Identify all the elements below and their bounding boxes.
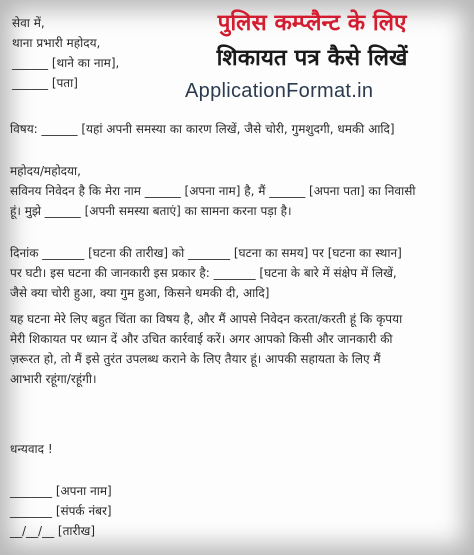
recipient-address [12,13,119,93]
title-line-2: शिकायत पत्र कैसे लिखें [216,45,408,71]
title-line-1: पुलिस कम्प्लैन्ट के लिए [217,10,407,36]
signature-date: __/__/__ [तारीख] [10,524,96,538]
paragraph-line: सविनय निवेदन है कि मेरा नाम ______ [अपना नाम] है, मैं ______ [अपना पता] का निवासी [10,184,416,198]
address-line: सेवा में, [12,16,45,30]
paragraph-line: यह घटना मेरे लिए बहुत चिंता का विषय है, और मैं आपसे निवेदन करता/करती हूं कि कृपया [10,312,403,326]
letter-body-intro [10,161,465,221]
request-paragraph [10,309,465,389]
address-line: ______ [थाने का नाम], [12,56,120,70]
address-line: ______ [पता] [12,76,78,90]
website-watermark: ApplicationFormat.in [185,80,374,102]
signature-contact: _______ [संपर्क नंबर] [10,504,112,518]
incident-paragraph [10,243,465,303]
paragraph-line: मेरी शिकायत पर ध्यान दें और उचित कार्रवाई करें। अगर आपको किसी और जानकारी की [10,332,393,346]
closing: धन्यवाद ! [10,442,53,456]
paragraph-line: ज़रूरत हो, तो मैं इसे तुरंत उपलब्ध कराने के लिए तैयार हूं। आपकी सहायता के लिए मैं [10,352,381,366]
subject-line: विषय: ______ [यहां अपनी समस्या का कारण लिखें, जैसे चोरी, गुमशुदगी, धमकी आदि] [10,122,395,136]
paragraph-line: आभारी रहूंगा/रहूंगी। [10,372,97,386]
signature-block [10,481,465,541]
signature-name: _______ [अपना नाम] [10,484,112,498]
salutation: महोदय/महोदया, [10,164,81,178]
address-line: थाना प्रभारी महोदय, [12,36,101,50]
paragraph-line: दिनांक _______ [घटना की तारीख] को _______ [घटना का समय] पर [घटना का स्थान] [10,246,402,260]
page-title [166,6,458,76]
paragraph-line: जैसे क्या चोरी हुआ, क्या गुम हुआ, किसने धमकी दी, आदि] [10,286,270,300]
paragraph-line: हूं। मुझे ______ [अपनी समस्या बताएं] का सामना करना पड़ा है। [10,204,292,218]
paragraph-line: पर घटी। इस घटना की जानकारी इस प्रकार है: _______ [घटना के बारे में संक्षेप में लिखें, [10,266,397,280]
